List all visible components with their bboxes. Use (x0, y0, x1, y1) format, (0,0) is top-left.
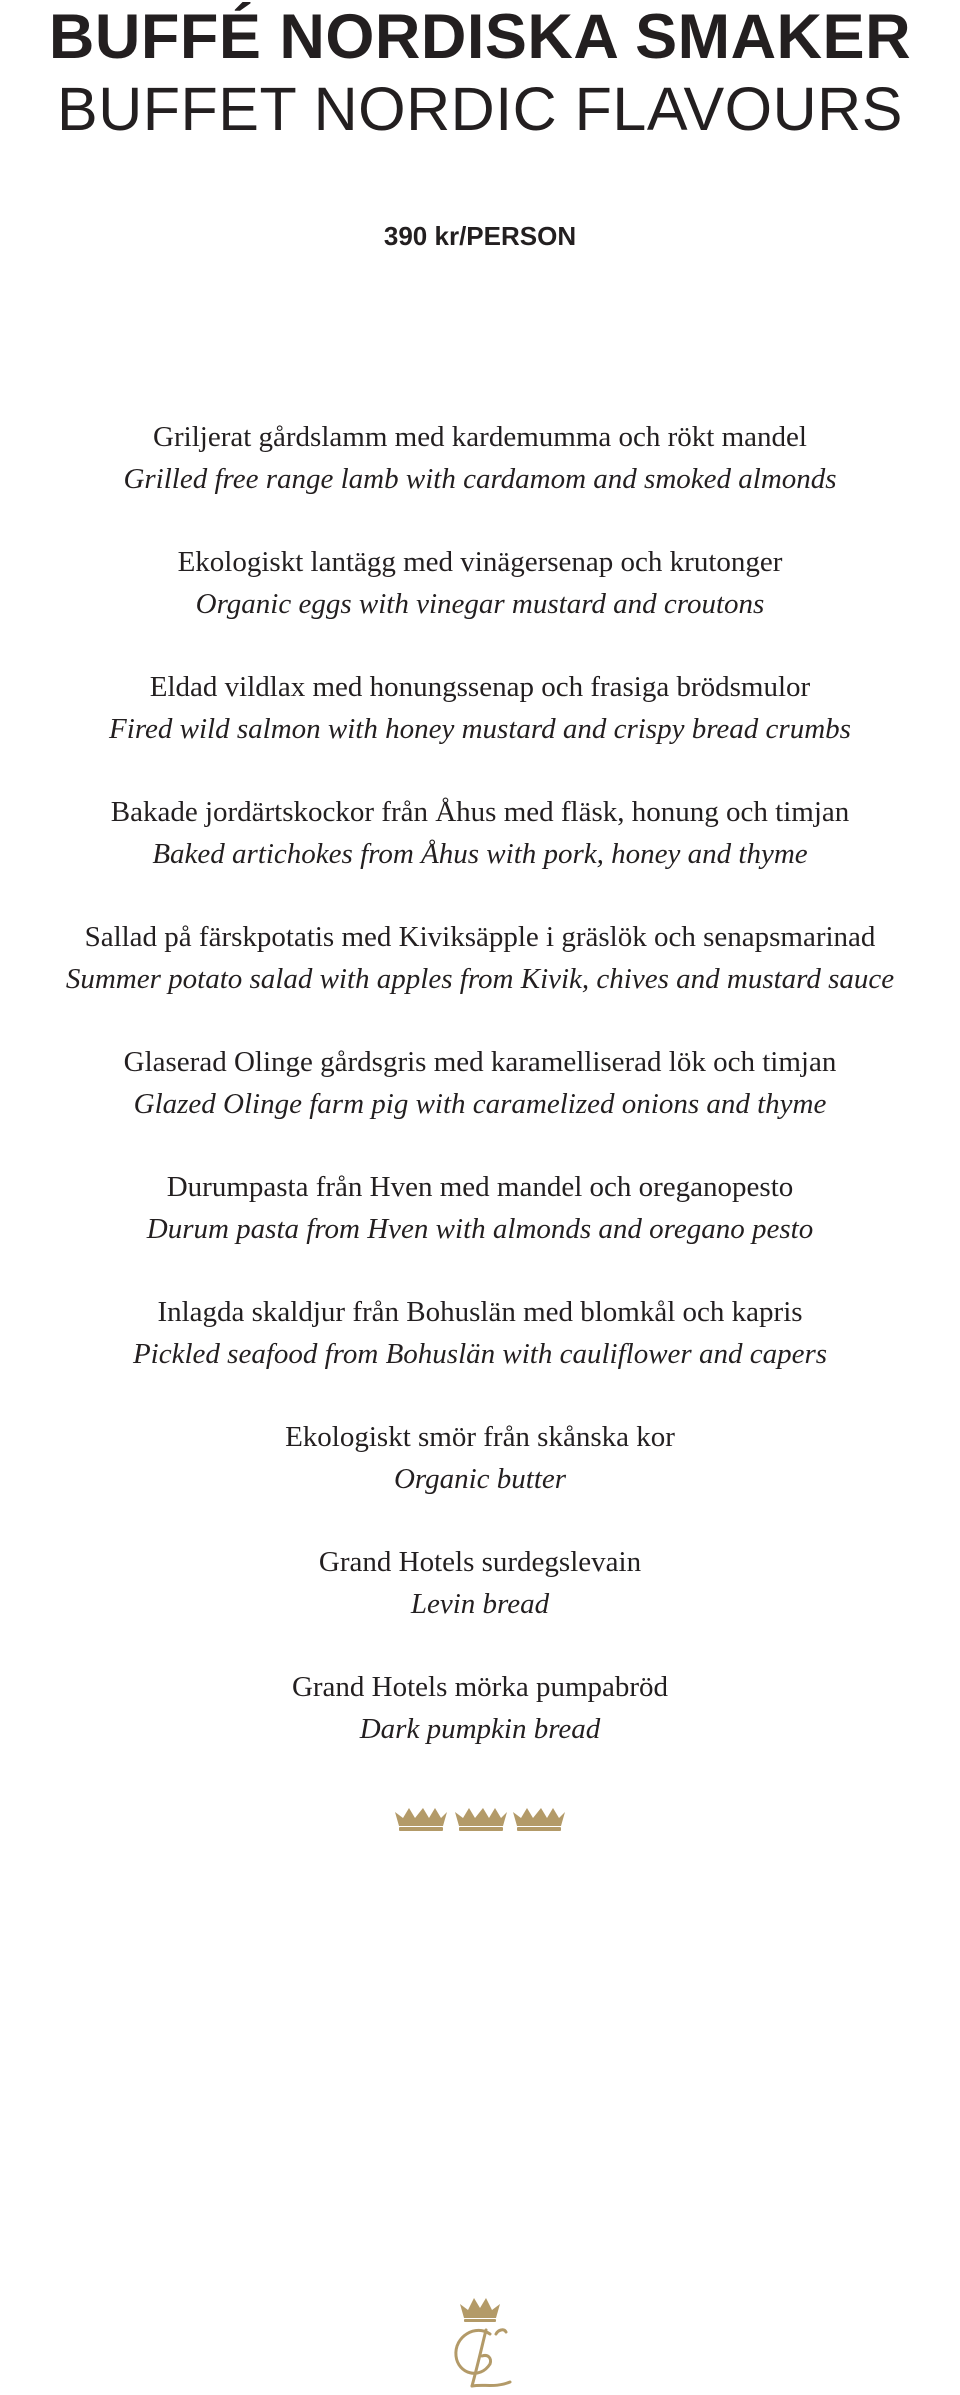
dish-name-english: Durum pasta from Hven with almonds and oregano pesto (146, 1213, 814, 1245)
dish-item (0, 791, 960, 916)
dish-name-swedish: Durumpasta från Hven med mandel och oreganopesto (166, 1171, 794, 1203)
dish-name-english: Fired wild salmon with honey mustard and crispy bread crumbs (109, 713, 851, 745)
title-swedish: BUFFÉ NORDISKA SMAKER (48, 2, 912, 72)
dish-name-swedish: Glaserad Olinge gårdsgris med karamelliserad lök och timjan (123, 1046, 837, 1078)
crown-icon (513, 1808, 565, 1831)
three-crowns-icon (393, 1804, 567, 1832)
crown-icon (395, 1808, 447, 1831)
dish-name-english: Pickled seafood from Bohuslän with cauliflower and capers (132, 1338, 828, 1370)
dish-item (0, 1416, 960, 1541)
crown-monogram-logo (432, 2294, 528, 2394)
dish-name-english: Organic eggs with vinegar mustard and croutons (195, 588, 765, 620)
dish-name-english: Grilled free range lamb with cardamom and smoked almonds (123, 463, 837, 495)
dish-name-swedish: Ekologiskt smör från skånska kor (285, 1421, 675, 1453)
dish-item (0, 541, 960, 666)
dish-name-swedish: Sallad på färskpotatis med Kiviksäpple i gräslök och senapsmarinad (84, 921, 876, 953)
dish-name-swedish: Inlagda skaldjur från Bohuslän med blomkål och kapris (157, 1296, 803, 1328)
dish-name-swedish: Ekologiskt lantägg med vinägersenap och krutonger (177, 546, 783, 578)
dish-item (0, 916, 960, 1041)
title-english: BUFFET NORDIC FLAVOURS (57, 75, 903, 143)
dish-name-swedish: Grand Hotels mörka pumpabröd (291, 1671, 669, 1703)
dish-item (0, 666, 960, 791)
dish-name-english: Glazed Olinge farm pig with caramelized onions and thyme (133, 1088, 827, 1120)
dish-name-swedish: Grand Hotels surdegslevain (318, 1546, 642, 1578)
dish-name-swedish: Bakade jordärtskockor från Åhus med fläsk, honung och timjan (110, 796, 850, 828)
dish-item (0, 1541, 960, 1666)
dish-name-english: Dark pumpkin bread (359, 1713, 601, 1745)
dish-name-english: Organic butter (393, 1463, 567, 1495)
crown-icon (455, 1808, 507, 1831)
dish-name-english: Levin bread (410, 1588, 550, 1620)
dish-list (0, 416, 960, 1791)
dish-item (0, 1666, 960, 1791)
dish-name-swedish: Griljerat gårdslamm med kardemumma och rökt mandel (153, 421, 807, 453)
dish-name-swedish: Eldad vildlax med honungssenap och frasiga brödsmulor (149, 671, 811, 703)
dish-name-english: Summer potato salad with apples from Kivik, chives and mustard sauce (65, 963, 895, 995)
dish-item (0, 1166, 960, 1291)
dish-item (0, 1291, 960, 1416)
price-per-person: 390 kr/PERSON (383, 221, 577, 251)
dish-item (0, 1041, 960, 1166)
dish-item (0, 416, 960, 541)
dish-name-english: Baked artichokes from Åhus with pork, honey and thyme (152, 838, 808, 870)
